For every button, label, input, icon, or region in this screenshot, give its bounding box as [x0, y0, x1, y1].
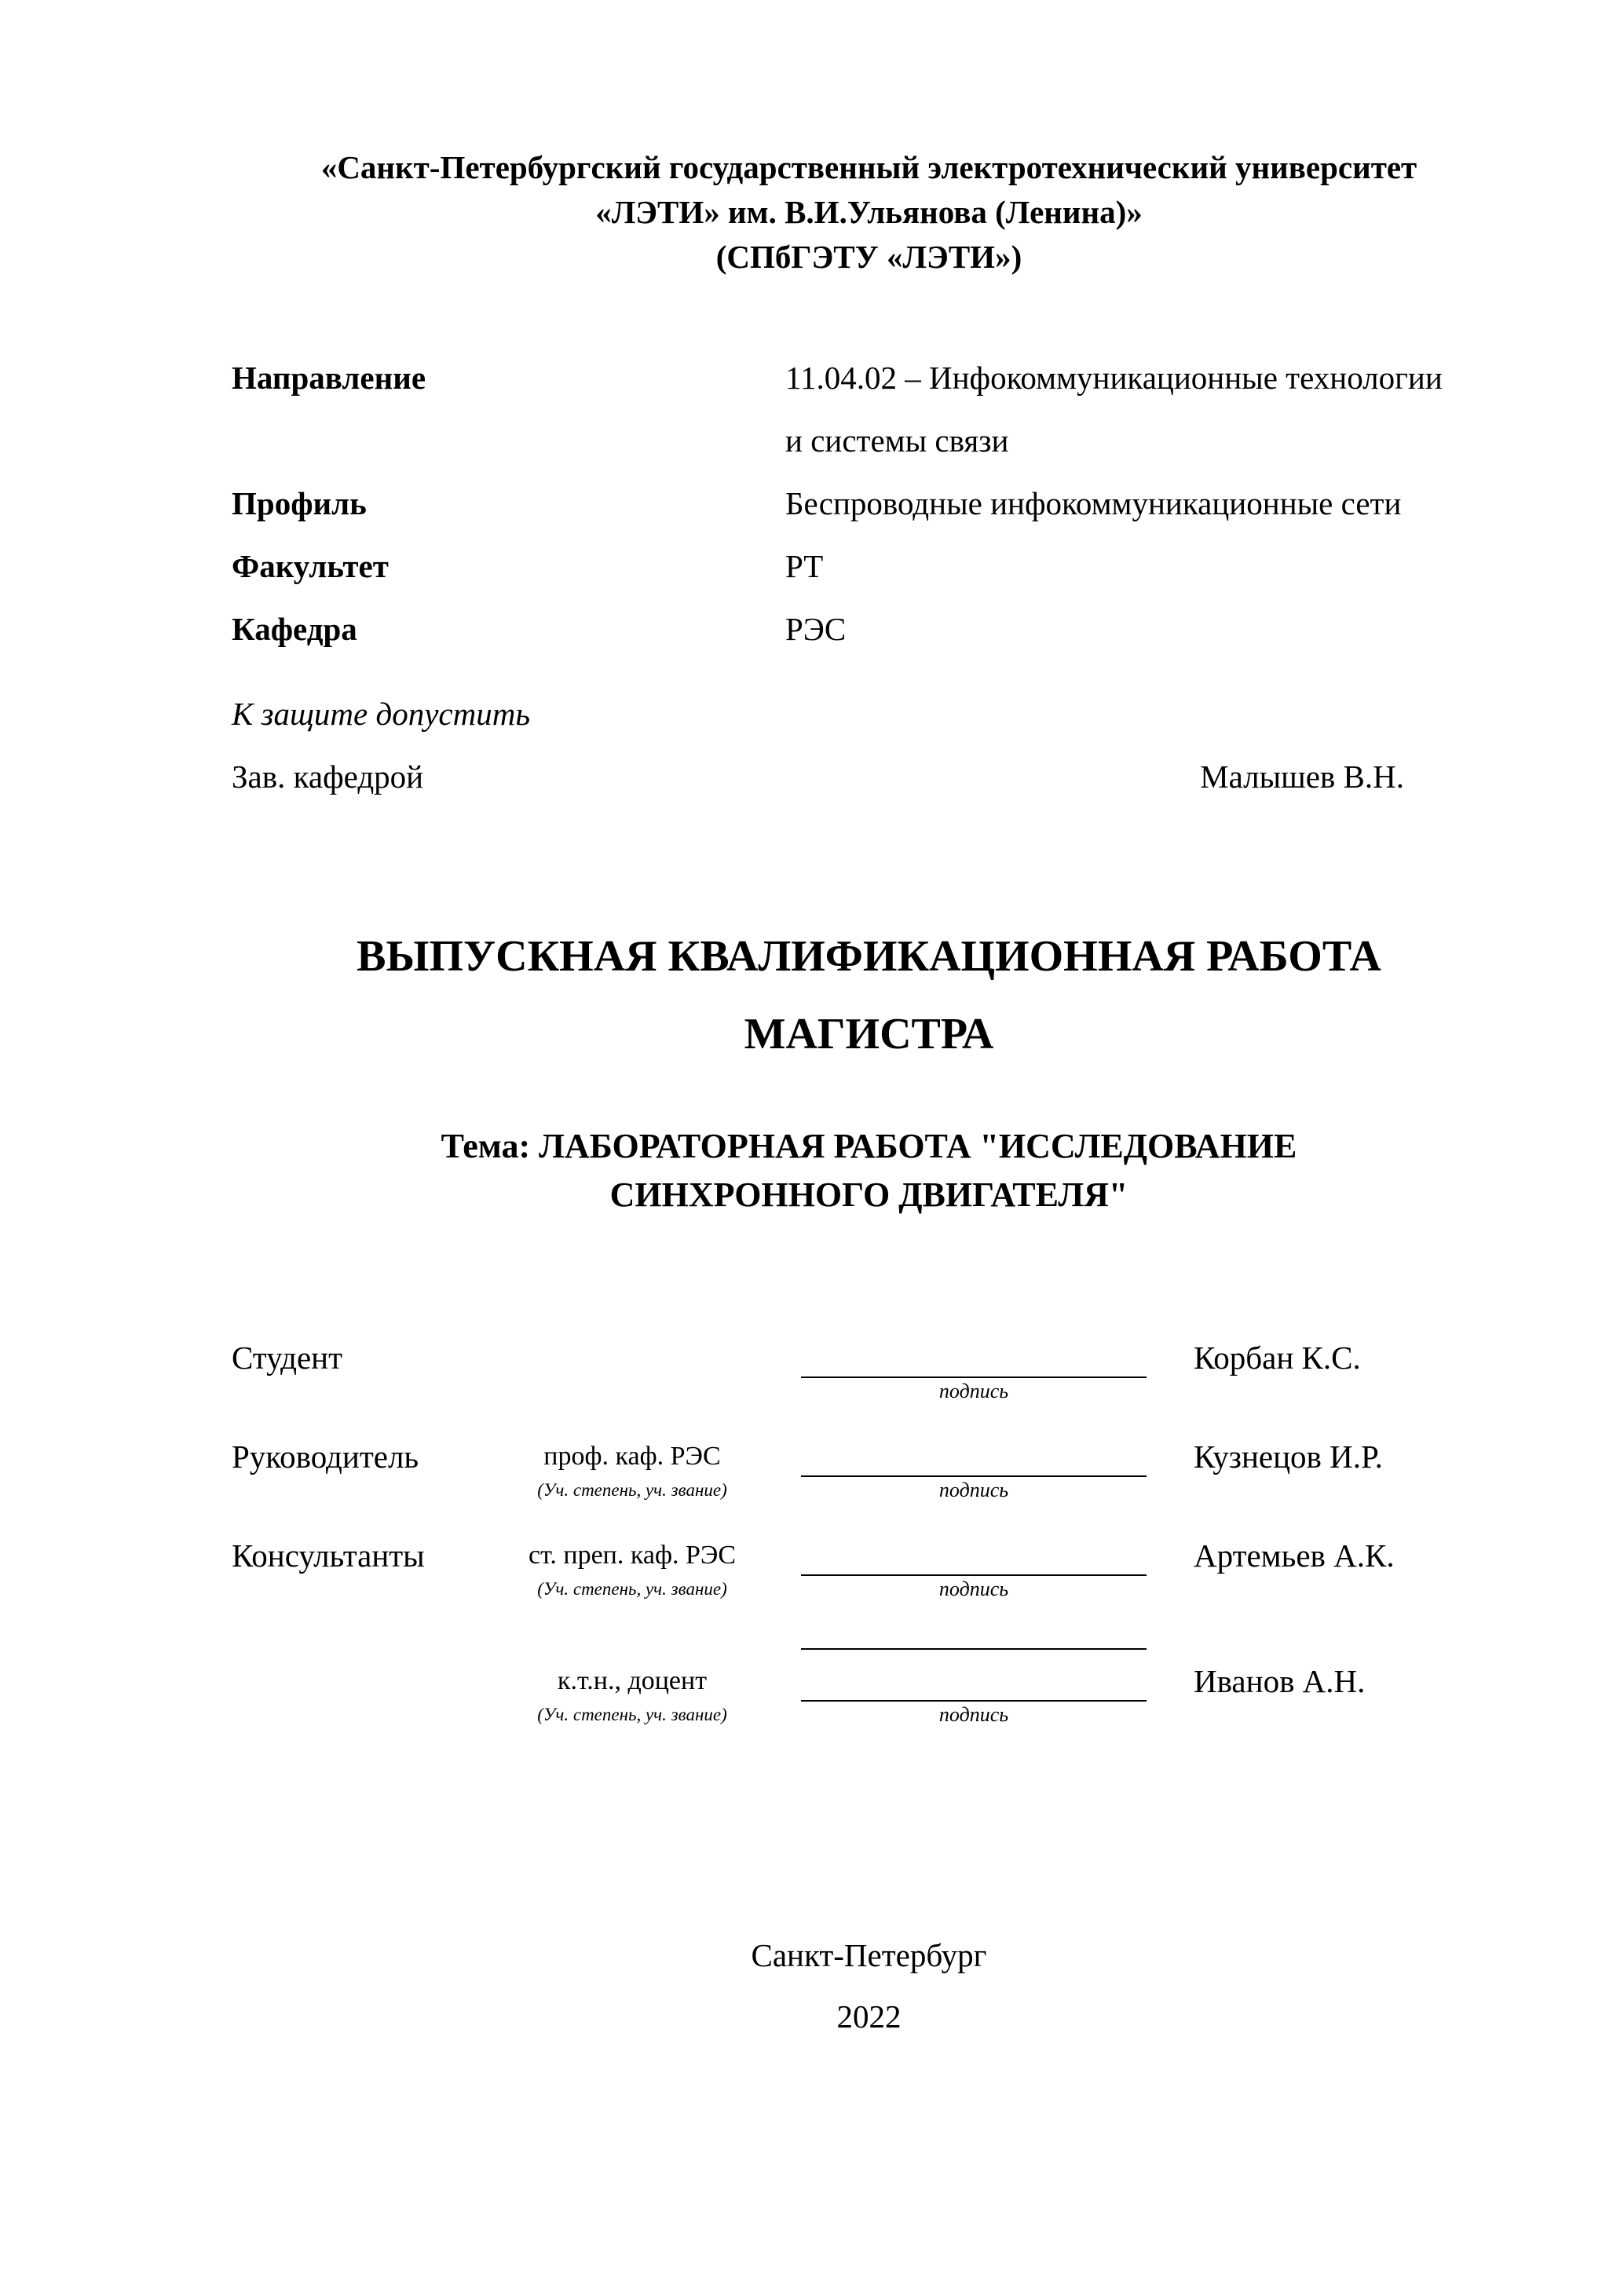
department-label: Кафедра [232, 611, 357, 647]
faculty-value: РТ [785, 548, 824, 584]
thesis-title [232, 918, 1506, 1073]
thesis-theme-text: Тема: ЛАБОРАТОРНАЯ РАБОТА "ИССЛЕДОВАНИЕ СИНХРОННОГО ДВИГАТЕЛЯ" [441, 1127, 1297, 1214]
direction-value: 11.04.02 – Инфокоммуникационные технологии и системы связи [785, 360, 1443, 459]
footer [232, 1925, 1506, 2047]
student-signature-caption: подпись [938, 1380, 1009, 1402]
supervisor-signature-line [801, 1436, 1147, 1477]
consultant-2-degree-label: к.т.н., доцент [557, 1666, 708, 1695]
thesis-theme [232, 1122, 1506, 1219]
supervisor-name: Кузнецов И.Р. [1194, 1439, 1383, 1475]
direction-label: Направление [232, 360, 426, 396]
permit-note: К защите допустить [232, 696, 530, 732]
head-of-department-name: Малышев В.Н. [1200, 759, 1404, 795]
profile-value: Беспроводные инфокоммуникационные сети [785, 485, 1402, 521]
info-row-profile [232, 472, 1506, 535]
student-name: Корбан К.С. [1194, 1340, 1361, 1376]
consultant-2-signature-caption: подпись [938, 1703, 1009, 1726]
consultant-2-signature-line [801, 1661, 1147, 1702]
signature-row-student [232, 1337, 1506, 1405]
supervisor-degree-caption: (Уч. степень, уч. звание) [537, 1480, 727, 1500]
approval-section [232, 682, 1506, 808]
university-header [232, 145, 1506, 280]
university-name-line-2: «ЛЭТИ» им. В.И.Ульянова (Ленина)» [595, 194, 1143, 230]
student-role-label: Студент [232, 1340, 343, 1376]
head-of-department-label: Зав. кафедрой [232, 759, 424, 795]
city: Санкт-Петербург [751, 1937, 987, 1973]
signature-row-supervisor [232, 1436, 1506, 1504]
signature-row-consultant-1 [232, 1535, 1506, 1603]
consultant-extra-signature-line [801, 1626, 1147, 1650]
consultant-1-signature-line [801, 1535, 1147, 1576]
info-row-department [232, 598, 1506, 660]
supervisor-degree-label: проф. каф. РЭС [543, 1442, 721, 1471]
signature-table [232, 1337, 1506, 1728]
supervisor-signature-caption: подпись [938, 1479, 1009, 1501]
head-of-department-row [232, 745, 1506, 808]
consultant-2-role-label [232, 1661, 467, 1702]
info-row-direction [232, 346, 1506, 472]
faculty-label: Факультет [232, 548, 389, 584]
department-value: РЭС [785, 611, 847, 647]
consultant-1-degree-label: ст. преп. каф. РЭС [528, 1541, 737, 1570]
consultant-1-degree-caption: (Уч. степень, уч. звание) [537, 1579, 727, 1599]
student-signature-line [801, 1337, 1147, 1378]
consultants-role-label: Консультанты [232, 1537, 425, 1574]
consultant-1-signature-caption: подпись [938, 1578, 1009, 1600]
student-degree-caption [467, 1378, 797, 1405]
consultant-2-degree-caption: (Уч. степень, уч. звание) [537, 1705, 727, 1724]
program-info-section [232, 346, 1506, 660]
supervisor-role-label: Руководитель [232, 1439, 419, 1475]
thesis-title-line-1: ВЫПУСКНАЯ КВАЛИФИКАЦИОННАЯ РАБОТА [357, 932, 1381, 981]
info-row-faculty [232, 535, 1506, 598]
profile-label: Профиль [232, 485, 367, 521]
year: 2022 [836, 1998, 902, 2035]
thesis-title-line-2: МАГИСТРА [744, 1010, 994, 1058]
consultant-extra-line-row [232, 1626, 1506, 1650]
signature-row-consultant-2 [232, 1661, 1506, 1728]
consultant-1-name: Артемьев А.К. [1194, 1537, 1395, 1574]
consultant-2-name: Иванов А.Н. [1194, 1663, 1366, 1699]
university-name-line-1: «Санкт-Петербургский государственный электротехнический университет [320, 149, 1417, 185]
university-abbreviation: (СПбГЭТУ «ЛЭТИ») [715, 239, 1022, 275]
